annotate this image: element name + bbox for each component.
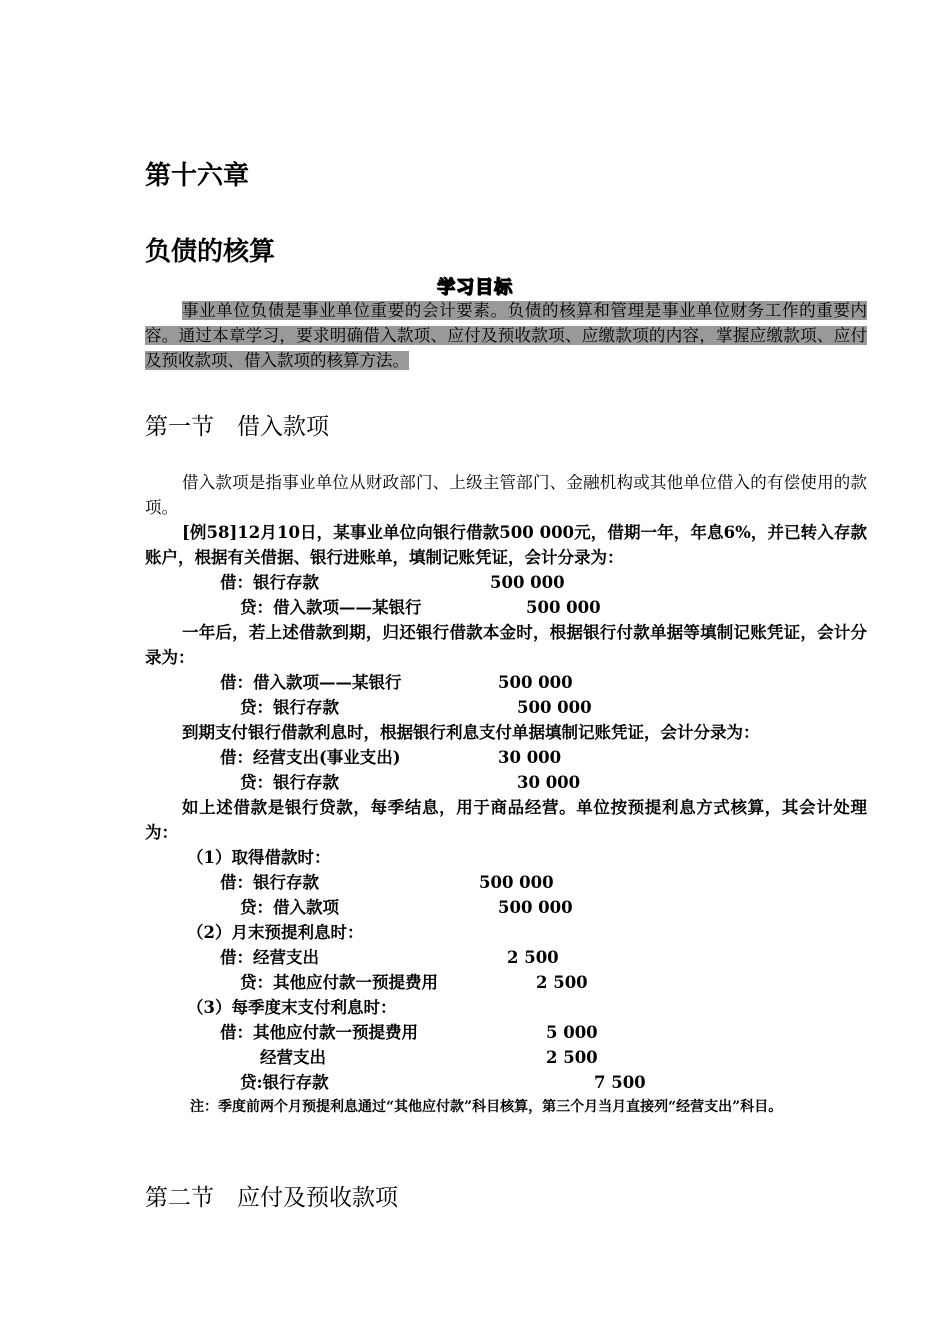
journal-account: 借：经营支出(事业支出) [220,748,401,767]
journal-line [145,945,867,970]
journal-amount: 7 500 [594,1073,646,1092]
journal-line [145,745,867,770]
journal-amount: 500 000 [490,573,565,592]
journal-account: 借：借入款项——某银行 [220,673,402,692]
objectives-highlighted-text: 事业单位负债是事业单位重要的会计要素。负债的核算和管理是事业单位财务工作的重要内容。通过本章学习，要求明确借入款项、应付及预收款项、应缴款项的内容，掌握应缴款项、应付及预收款项、借入款项的核算方法。 [145,301,867,370]
step3-label: （3）每季度末支付利息时： [187,998,397,1017]
note-paragraph: 注：季度前两个月预提利息通过“其他应付款”科目核算，第三个月当月直接列“经营支出”科目。 [190,1099,783,1115]
step-label [145,920,867,945]
journal-amount: 2 500 [507,948,559,967]
journal-line [145,1045,867,1070]
step-label [145,845,867,870]
journal-account: 贷：银行存款 [240,773,339,792]
objectives-heading: 学习目标 [437,277,513,298]
journal-line [145,695,867,720]
repay-paragraph: 一年后，若上述借款到期，归还银行借款本金时，根据银行付款单据等填制记账凭证，会计分录为： [145,623,867,667]
journal-account: 贷：银行存款 [240,698,339,717]
journal-line [145,595,867,620]
journal-amount: 500 000 [517,698,592,717]
interest-paragraph: 到期支付银行借款利息时，根据银行利息支付单据填制记账凭证，会计分录为： [182,723,760,742]
journal-amount: 500 000 [479,873,554,892]
journal-amount: 500 000 [498,898,573,917]
accrual-paragraph: 如上述借款是银行贷款，每季结息，用于商品经营。单位按预提利息方式核算，其会计处理为： [145,798,867,842]
journal-account: 借：银行存款 [220,873,319,892]
journal-account: 贷:银行存款 [240,1073,329,1092]
journal-account: 借：银行存款 [220,573,319,592]
chapter-title: 第十六章 [145,161,250,191]
journal-account: 贷：借入款项——某银行 [240,598,422,617]
definition-paragraph: 借入款项是指事业单位从财政部门、上级主管部门、金融机构或其他单位借入的有偿使用的款项。 [145,473,867,517]
journal-line [145,1070,867,1095]
journal-amount: 5 000 [546,1023,598,1042]
journal-account: 贷：其他应付款一预提费用 [240,973,438,992]
journal-amount: 2 500 [536,973,588,992]
journal-amount: 500 000 [526,598,601,617]
journal-line [145,670,867,695]
journal-account: 借：经营支出 [220,948,319,967]
journal-account: 经营支出 [260,1048,326,1067]
journal-amount: 500 000 [498,673,573,692]
journal-line [145,770,867,795]
step-label [145,995,867,1020]
section1-title: 第一节 借入款项 [145,414,329,440]
section2-title: 第二节 应付及预收款项 [145,1185,398,1211]
journal-line [145,570,867,595]
journal-line [145,870,867,895]
journal-amount: 2 500 [546,1048,598,1067]
journal-account: 贷：借入款项 [240,898,339,917]
journal-line [145,895,867,920]
chapter-subtitle: 负债的核算 [145,237,276,267]
journal-account: 借：其他应付款一预提费用 [220,1023,418,1042]
example-paragraph: [例58]12月10日，某事业单位向银行借款500 000元，借期一年，年息6%，并已转入存款账户，根据有关借据、银行进账单，填制记账凭证，会计分录为： [145,523,867,567]
journal-line [145,1020,867,1045]
objectives-paragraph [145,298,867,373]
section1-body [145,470,867,1120]
step1-label: （1）取得借款时： [187,848,331,867]
journal-line [145,970,867,995]
journal-amount: 30 000 [517,773,581,792]
step2-label: （2）月末预提利息时： [187,923,364,942]
journal-amount: 30 000 [498,748,562,767]
